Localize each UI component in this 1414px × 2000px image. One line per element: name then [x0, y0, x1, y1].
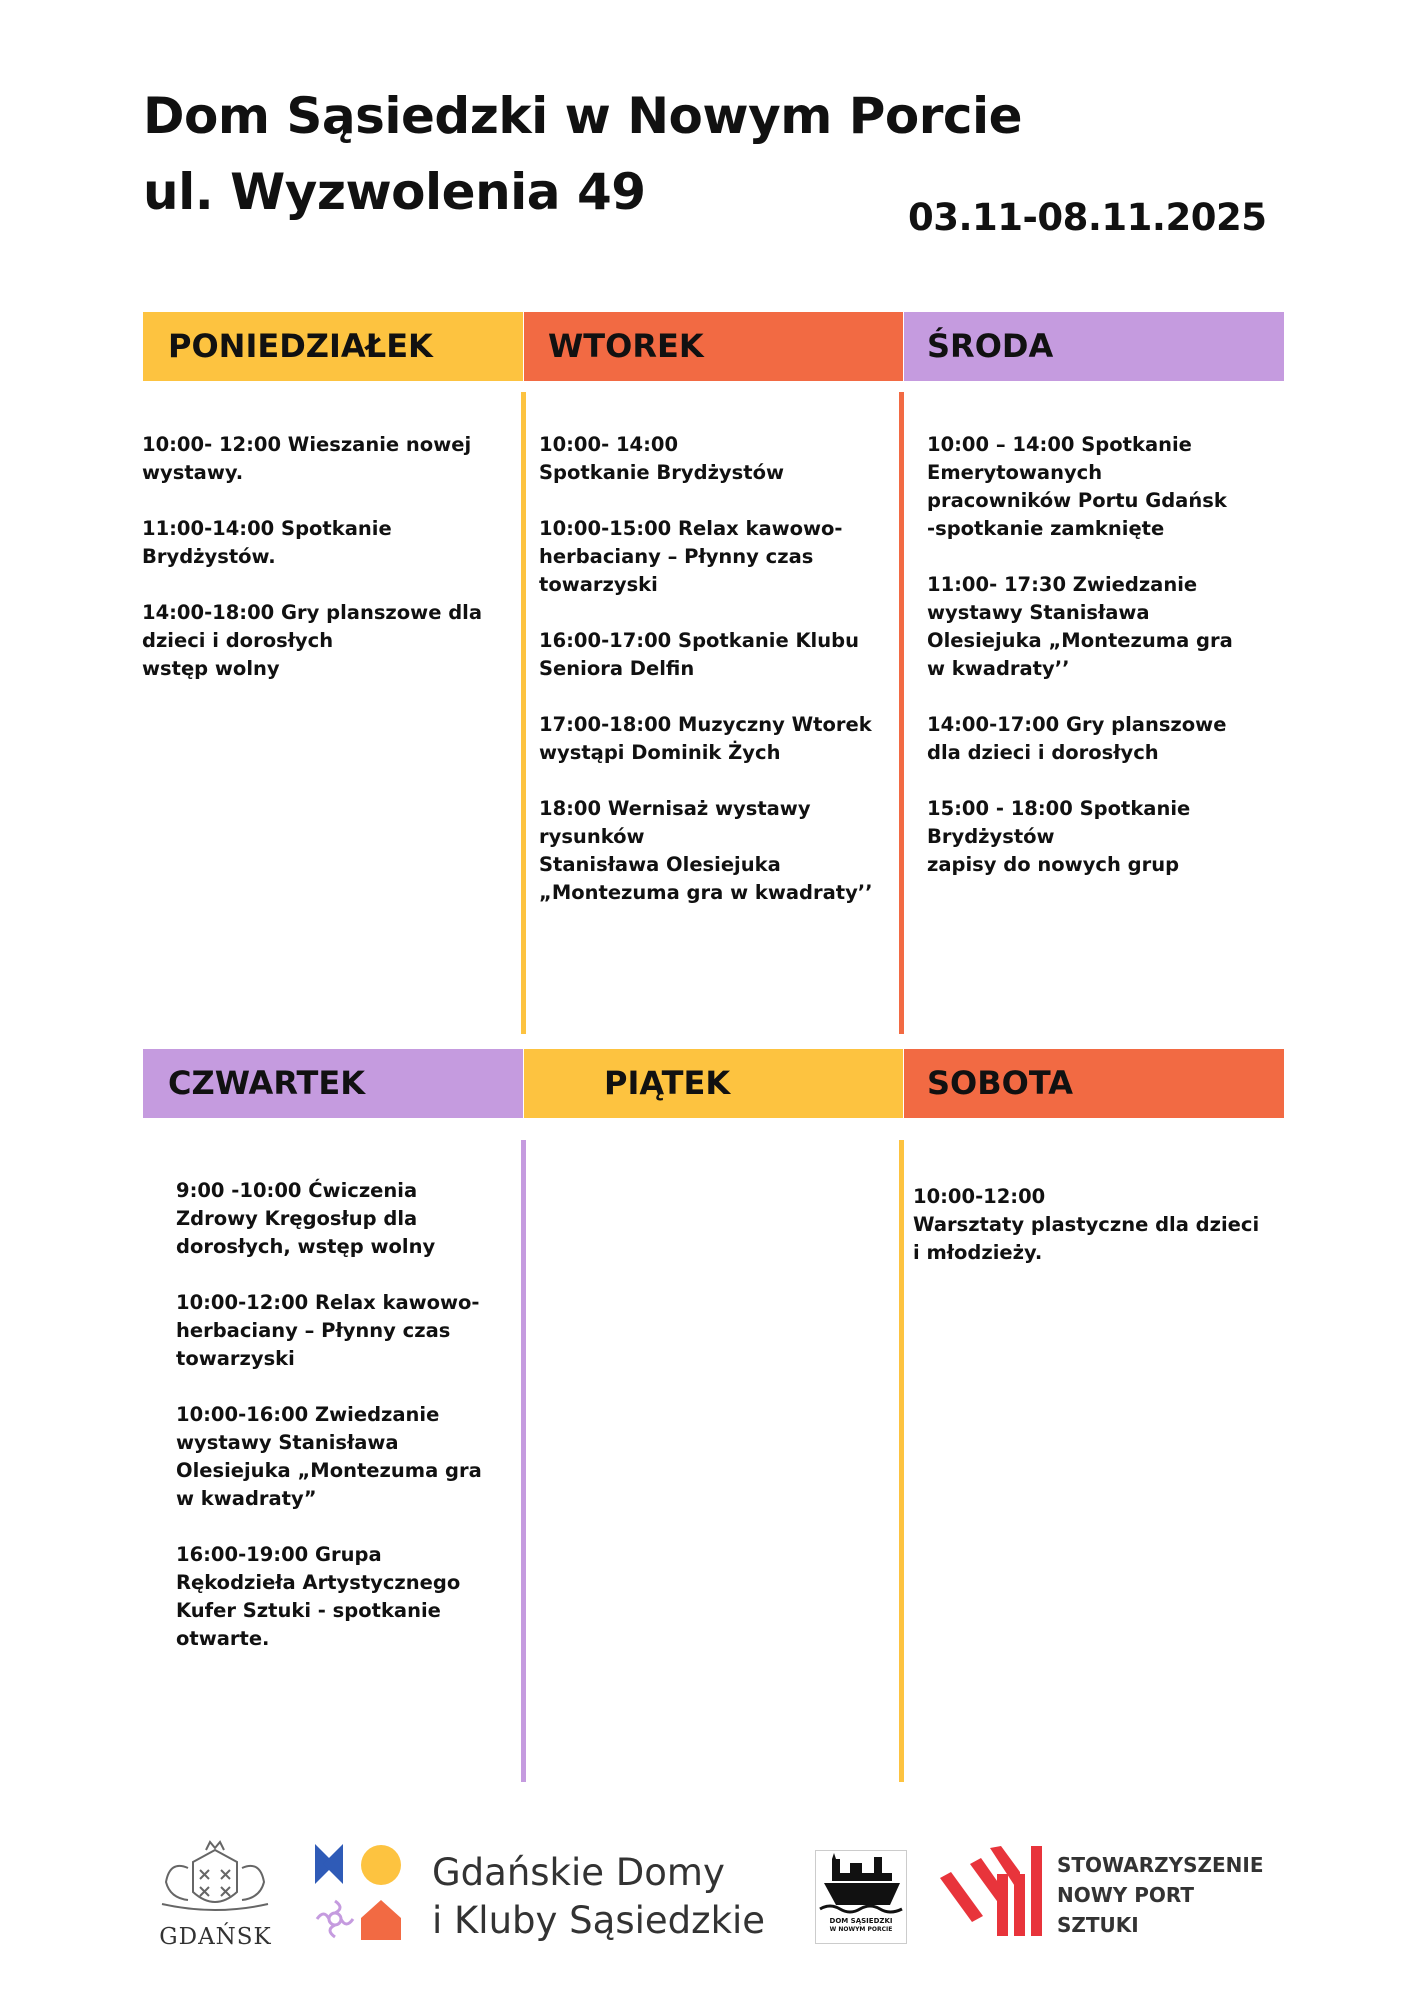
day-header-tuesday — [524, 312, 903, 381]
day-name: PONIEDZIAŁEK — [168, 327, 433, 365]
day-header-monday — [143, 312, 523, 381]
event-item: 10:00- 14:00 Spotkanie Brydżystów — [539, 433, 784, 484]
event-item: 14:00-18:00 Gry planszowe dla dzieci i dorosłych wstęp wolny — [142, 601, 483, 680]
event-item: 18:00 Wernisaż wystawy rysunków Stanisława Olesiejuka „Montezuma gra w kwadraty’’ — [539, 797, 873, 904]
date-range: 03.11-08.11.2025 — [908, 196, 1267, 239]
events-thursday — [176, 1177, 516, 1681]
event-item: 11:00- 17:30 Zwiedzanie wystawy Stanisława Olesiejuka „Montezuma gra w kwadraty’’ — [927, 573, 1233, 680]
column-divider — [899, 1140, 904, 1782]
events-saturday — [913, 1183, 1283, 1295]
dom-logo-line-1: DOM SĄSIEDZKI — [829, 1917, 893, 1925]
event-item: 16:00-19:00 Grupa Rękodzieła Artystycznego Kufer Sztuki - spotkanie otwarte. — [176, 1543, 461, 1650]
day-header-wednesday — [904, 312, 1284, 381]
footer-logos — [0, 1840, 1414, 1960]
gdk-name-line-2: i Kluby Sąsiedzkie — [432, 1899, 766, 1942]
events-monday — [142, 431, 522, 711]
event-item: 10:00 – 14:00 Spotkanie Emerytowanych pracowników Portu Gdańsk -spotkanie zamknięte — [927, 433, 1227, 540]
gdk-mark-icon — [315, 1844, 410, 1944]
gdansk-logo — [148, 1840, 283, 1955]
event-item: 10:00-16:00 Zwiedzanie wystawy Stanisława Olesiejuka „Montezuma gra w kwadraty” — [176, 1403, 482, 1510]
sns-line-1: STOWARZYSZENIE — [1057, 1853, 1264, 1877]
nps-mark-icon — [940, 1846, 1050, 1936]
event-item: 10:00-12:00 Warsztaty plastyczne dla dzieci i młodzieży. — [913, 1185, 1260, 1264]
page-title — [143, 78, 1022, 230]
event-item: 15:00 - 18:00 Spotkanie Brydżystów zapisy do nowych grup — [927, 797, 1191, 876]
stowarzyszenie-logo — [940, 1846, 1290, 1946]
event-item: 9:00 -10:00 Ćwiczenia Zdrowy Kręgosłup dla dorosłych, wstęp wolny — [176, 1179, 436, 1258]
event-item: 16:00-17:00 Spotkanie Klubu Seniora Delfin — [539, 629, 859, 680]
day-name: PIĄTEK — [604, 1064, 731, 1102]
day-header-thursday — [143, 1049, 523, 1118]
event-item: 11:00-14:00 Spotkanie Brydżystów. — [142, 517, 392, 568]
event-item: 10:00- 12:00 Wieszanie nowej wystawy. — [142, 433, 472, 484]
day-name: ŚRODA — [927, 327, 1054, 365]
event-item: 10:00-12:00 Relax kawowo- herbaciany – Płynny czas towarzyski — [176, 1291, 480, 1370]
event-item: 10:00-15:00 Relax kawowo- herbaciany – Płynny czas towarzyski — [539, 517, 843, 596]
sns-line-3: SZTUKI — [1057, 1913, 1139, 1937]
day-name: CZWARTEK — [168, 1064, 365, 1102]
dom-logo-line-2: W NOWYM PORCIE — [829, 1926, 893, 1933]
day-header-saturday — [904, 1049, 1284, 1118]
day-name: SOBOTA — [927, 1064, 1073, 1102]
title-line-2: ul. Wyzwolenia 49 — [143, 163, 646, 221]
day-name: WTOREK — [548, 327, 704, 365]
title-line-1: Dom Sąsiedzki w Nowym Porcie — [143, 87, 1023, 145]
gdansk-coat-of-arms-icon — [148, 1840, 283, 1918]
event-item: 14:00-17:00 Gry planszowe dla dzieci i dorosłych — [927, 713, 1227, 764]
gdk-name-line-1: Gdańskie Domy — [432, 1851, 725, 1894]
events-tuesday — [539, 431, 901, 935]
events-wednesday — [927, 431, 1277, 907]
gdk-logo — [315, 1844, 765, 1954]
column-divider — [521, 1140, 526, 1782]
sns-line-2: NOWY PORT — [1057, 1883, 1195, 1907]
ship-icon — [816, 1851, 906, 1915]
dom-sasiedzki-logo — [815, 1850, 907, 1944]
gdansk-label: GDAŃSK — [159, 1924, 272, 1950]
day-header-friday — [524, 1049, 903, 1118]
event-item: 17:00-18:00 Muzyczny Wtorek wystąpi Dominik Żych — [539, 713, 872, 764]
